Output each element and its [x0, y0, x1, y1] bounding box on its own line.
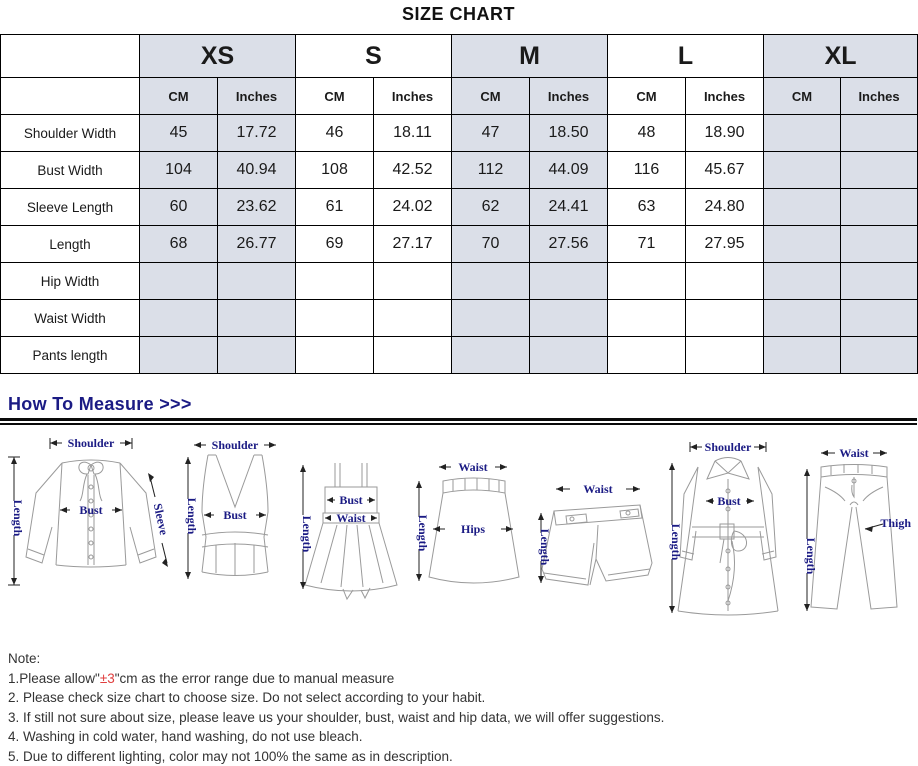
cell — [841, 115, 918, 152]
cell: 18.11 — [374, 115, 452, 152]
cell: 42.52 — [374, 152, 452, 189]
cell: 69 — [296, 226, 374, 263]
blouse-sleeve-label: Sleeve — [151, 502, 171, 537]
cell — [686, 337, 764, 374]
unit-inches: Inches — [530, 78, 608, 115]
note-line-5: 5. Due to different lighting, color may not 100% the same as in description. — [8, 747, 917, 766]
cell — [140, 263, 218, 300]
cell — [296, 263, 374, 300]
page-title: SIZE CHART — [0, 0, 917, 34]
cell — [764, 337, 841, 374]
cell — [218, 263, 296, 300]
cell: 48 — [608, 115, 686, 152]
unit-cm: CM — [764, 78, 841, 115]
unit-cm: CM — [608, 78, 686, 115]
unit-inches: Inches — [218, 78, 296, 115]
cell — [452, 300, 530, 337]
blank-cell — [1, 78, 140, 115]
cell — [140, 300, 218, 337]
cell: 23.62 — [218, 189, 296, 226]
cell: 116 — [608, 152, 686, 189]
cell — [530, 300, 608, 337]
cell — [374, 337, 452, 374]
table-row-shoulder-width — [1, 115, 918, 152]
cell: 24.80 — [686, 189, 764, 226]
error-range-value: ±3 — [100, 671, 115, 686]
cell: 40.94 — [218, 152, 296, 189]
cell: 71 — [608, 226, 686, 263]
note-line-4: 4. Washing in cold water, hand washing, do not use bleach. — [8, 727, 917, 747]
note-line-3: 3. If still not sure about size, please leave us your shoulder, bust, waist and hip data, we will offer suggestions. — [8, 708, 917, 728]
cell — [530, 263, 608, 300]
divider-double-rule — [0, 418, 917, 425]
table-row-pants-length — [1, 337, 918, 374]
blouse-figure — [4, 435, 176, 593]
cell: 27.56 — [530, 226, 608, 263]
cell: 60 — [140, 189, 218, 226]
cell — [686, 300, 764, 337]
notes-section — [8, 649, 917, 766]
skirt-figure — [413, 459, 533, 601]
coat-shoulder-label: Shoulder — [704, 440, 751, 454]
cell — [764, 263, 841, 300]
cell: 24.41 — [530, 189, 608, 226]
blouse-length-label: Length — [11, 500, 25, 537]
cell — [764, 226, 841, 263]
how-to-measure-heading: How To Measure >>> — [8, 394, 917, 415]
dress-bust-label: Bust — [339, 493, 362, 507]
table-row-waist-width — [1, 300, 918, 337]
cell — [452, 263, 530, 300]
unit-inches: Inches — [686, 78, 764, 115]
row-label: Sleeve Length — [1, 189, 140, 226]
vest-shoulder-label: Shoulder — [211, 438, 258, 452]
cell — [841, 152, 918, 189]
cell — [296, 337, 374, 374]
cell: 63 — [608, 189, 686, 226]
unit-header-row — [1, 78, 918, 115]
size-header-s: S — [296, 35, 452, 78]
table-row-length — [1, 226, 918, 263]
unit-cm: CM — [140, 78, 218, 115]
skirt-waist-label: Waist — [458, 460, 487, 474]
cell — [608, 337, 686, 374]
cell — [374, 263, 452, 300]
cell — [218, 337, 296, 374]
notes-heading: Note: — [8, 649, 917, 669]
table-row-sleeve-length — [1, 189, 918, 226]
cell — [841, 189, 918, 226]
vest-bust-label: Bust — [223, 508, 246, 522]
shorts-length-label: Length — [538, 529, 552, 566]
cell — [764, 115, 841, 152]
cell — [218, 300, 296, 337]
cell: 18.90 — [686, 115, 764, 152]
unit-inches: Inches — [374, 78, 452, 115]
skirt-length-label: Length — [416, 515, 430, 552]
cell — [374, 300, 452, 337]
cell: 61 — [296, 189, 374, 226]
dress-length-label: Length — [300, 516, 314, 553]
shorts-figure — [536, 481, 658, 609]
vest-top-figure — [180, 437, 292, 589]
cell — [764, 189, 841, 226]
size-header-m: M — [452, 35, 608, 78]
row-label: Bust Width — [1, 152, 140, 189]
size-chart-table — [0, 34, 918, 374]
dress-waist-label: Waist — [336, 511, 365, 525]
pants-figure — [799, 445, 915, 621]
cell: 46 — [296, 115, 374, 152]
blouse-bust-label: Bust — [79, 503, 102, 517]
cell — [764, 152, 841, 189]
unit-inches: Inches — [841, 78, 918, 115]
cell: 44.09 — [530, 152, 608, 189]
cell — [452, 337, 530, 374]
cell: 108 — [296, 152, 374, 189]
cell: 68 — [140, 226, 218, 263]
skirt-hips-label: Hips — [460, 522, 484, 536]
cell: 104 — [140, 152, 218, 189]
cell: 45.67 — [686, 152, 764, 189]
cell: 112 — [452, 152, 530, 189]
note-line-2: 2. Please check size chart to choose size. Do not select according to your habit. — [8, 688, 917, 708]
row-label: Waist Width — [1, 300, 140, 337]
cell — [841, 226, 918, 263]
cell: 45 — [140, 115, 218, 152]
row-label: Pants length — [1, 337, 140, 374]
row-label: Shoulder Width — [1, 115, 140, 152]
cell — [608, 263, 686, 300]
cell: 17.72 — [218, 115, 296, 152]
pants-thigh-label: Thigh — [880, 516, 911, 530]
cell — [530, 337, 608, 374]
cell: 70 — [452, 226, 530, 263]
cell — [841, 300, 918, 337]
unit-cm: CM — [452, 78, 530, 115]
cell — [764, 300, 841, 337]
size-header-l: L — [608, 35, 764, 78]
cell: 62 — [452, 189, 530, 226]
cell: 26.77 — [218, 226, 296, 263]
cell — [841, 263, 918, 300]
size-header-xs: XS — [140, 35, 296, 78]
coat-figure — [662, 439, 796, 623]
blouse-shoulder-label: Shoulder — [68, 436, 115, 450]
cell: 27.95 — [686, 226, 764, 263]
vest-length-label: Length — [185, 498, 199, 535]
coat-length-label: Length — [669, 524, 683, 561]
shorts-waist-label: Waist — [583, 482, 612, 496]
cell: 27.17 — [374, 226, 452, 263]
dress-figure — [295, 457, 409, 609]
pants-length-label: Length — [804, 538, 818, 575]
cell: 47 — [452, 115, 530, 152]
row-label: Hip Width — [1, 263, 140, 300]
pants-waist-label: Waist — [839, 446, 868, 460]
size-header-xl: XL — [764, 35, 918, 78]
unit-cm: CM — [296, 78, 374, 115]
row-label: Length — [1, 226, 140, 263]
blank-corner-cell — [1, 35, 140, 78]
measurement-figures — [0, 425, 917, 643]
cell — [296, 300, 374, 337]
cell — [608, 300, 686, 337]
size-header-row — [1, 35, 918, 78]
cell — [140, 337, 218, 374]
table-row-hip-width — [1, 263, 918, 300]
coat-bust-label: Bust — [717, 494, 740, 508]
cell — [686, 263, 764, 300]
table-row-bust-width — [1, 152, 918, 189]
cell — [841, 337, 918, 374]
cell: 24.02 — [374, 189, 452, 226]
note-line-1: 1.Please allow"±3"cm as the error range due to manual measure — [8, 669, 917, 689]
cell: 18.50 — [530, 115, 608, 152]
